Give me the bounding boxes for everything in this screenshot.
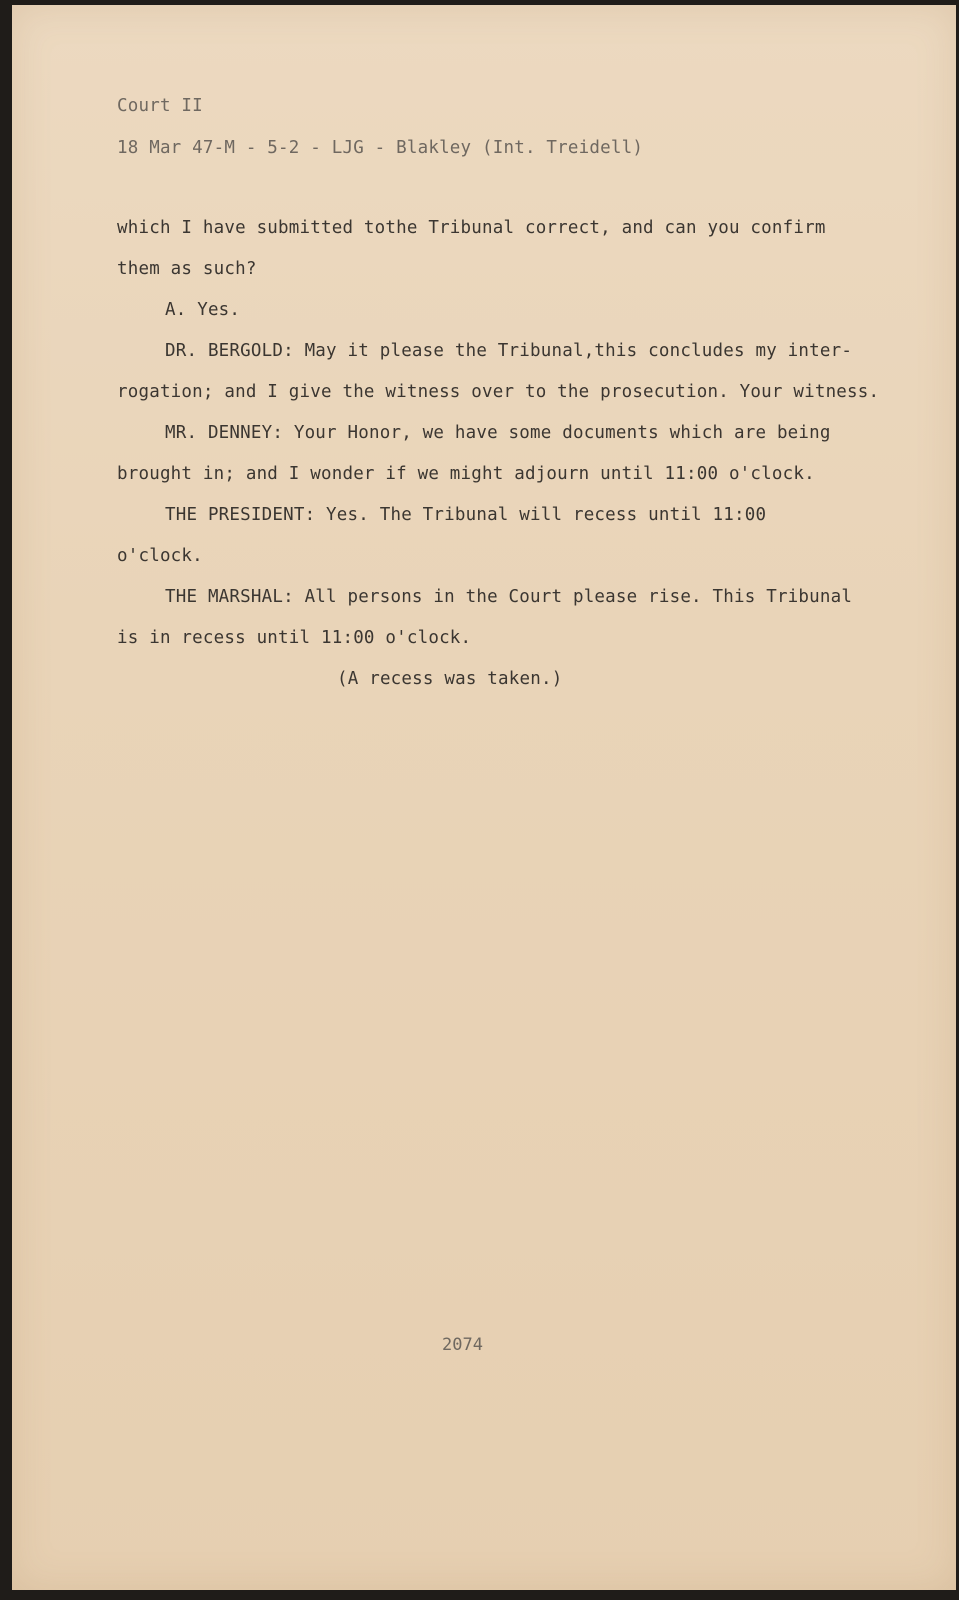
page-number: 2074 [442, 1335, 483, 1355]
recess-note: (A recess was taken.) [337, 669, 563, 689]
transcript-line: o'clock. [117, 546, 203, 566]
transcript-line: them as such? [117, 259, 257, 279]
transcript-line: MR. DENNEY: Your Honor, we have some documents which are being [165, 423, 831, 443]
transcript-line: which I have submitted tothe Tribunal correct, and can you confirm [117, 218, 826, 238]
transcript-line: A. Yes. [165, 300, 241, 320]
session-header: 18 Mar 47-M - 5-2 - LJG - Blakley (Int. Treidell) [117, 138, 644, 158]
court-label: Court II [117, 96, 203, 116]
transcript-line: THE PRESIDENT: Yes. The Tribunal will recess until 11:00 [165, 505, 767, 525]
transcript-line: rogation; and I give the witness over to the prosecution. Your witness. [117, 382, 880, 402]
transcript-line: brought in; and I wonder if we might adjourn until 11:00 o'clock. [117, 464, 815, 484]
transcript-line: is in recess until 11:00 o'clock. [117, 628, 472, 648]
transcript-page [12, 5, 956, 1590]
transcript-line: DR. BERGOLD: May it please the Tribunal,this concludes my inter- [165, 341, 853, 361]
transcript-line: THE MARSHAL: All persons in the Court please rise. This Tribunal [165, 587, 853, 607]
